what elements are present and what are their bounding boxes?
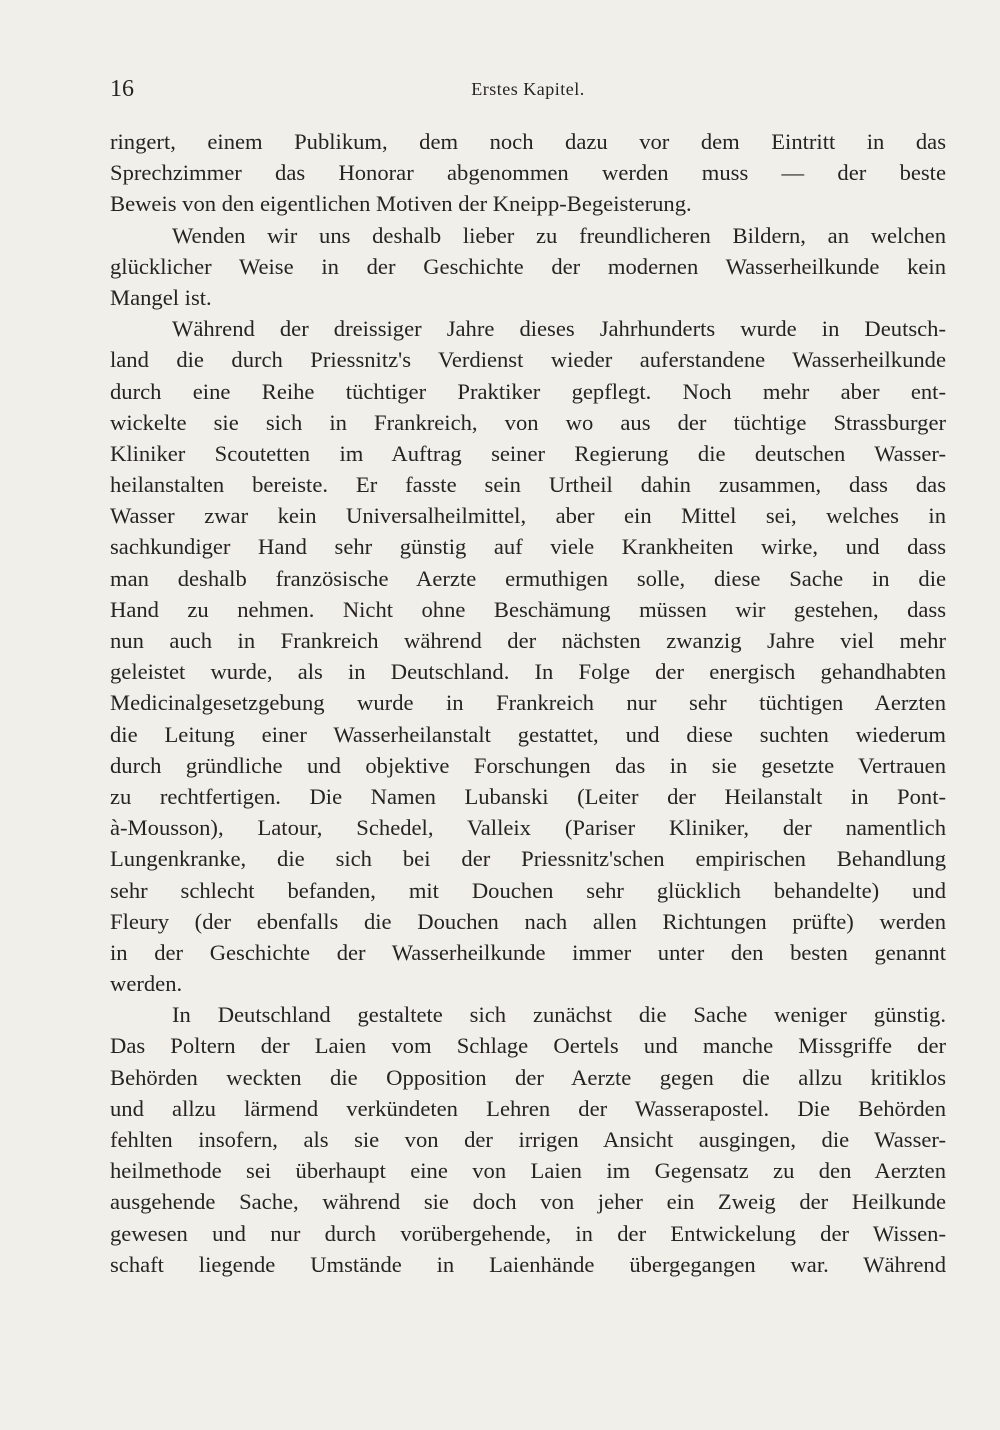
text-line: Medicinalgesetzgebung wurde in Frankreich nur sehr tüchtigen Aerzten [110,690,946,716]
text-line: sehr schlecht befanden, mit Douchen sehr glücklich behandelte) und [110,877,946,903]
text-line: glücklicher Weise in der Geschichte der modernen Wasserheilkunde kein [110,253,946,279]
text-line: Beweis von den eigentlichen Motiven der Kneipp-Begeisterung. [110,191,692,217]
text-line: ringert, einem Publikum, dem noch dazu vor dem Eintritt in das [110,129,946,154]
text-line: Wasser zwar kein Universalheilmittel, aber ein Mittel sei, welches in [110,503,946,529]
text-line: in der Geschichte der Wasserheilkunde immer unter den besten genannt [110,939,946,965]
text-line: In Deutschland gestaltete sich zunächst die Sache weniger günstig. [172,1002,946,1028]
text-line: zu rechtfertigen. Die Namen Lubanski (Leiter der Heilanstalt in Pont- [110,783,946,809]
page-header [110,76,946,106]
text-line: Kliniker Scoutetten im Auftrag seiner Regierung die deutschen Wasser- [110,440,946,466]
text-line: Sprechzimmer das Honorar abgenommen werden muss — der beste [110,160,946,186]
text-line: heilanstalten bereiste. Er fasste sein Urtheil dahin zusammen, dass das [110,472,946,498]
text-line: durch gründliche und objektive Forschungen das in sie gesetzte Vertrauen [110,752,946,778]
text-line: werden. [110,971,183,997]
text-line: Lungenkranke, die sich bei der Priessnitz'schen empirischen Behandlung [110,846,946,872]
text-line: Wenden wir uns deshalb lieber zu freundlicheren Bildern, an welchen [172,222,946,248]
text-line: gewesen und nur durch vorübergehende, in der Entwickelung der Wissen- [110,1220,946,1246]
running-title: Erstes Kapitel. [471,79,585,99]
text-line: Behörden weckten die Opposition der Aerzte gegen die allzu kritiklos [110,1064,946,1090]
text-line: geleistet wurde, als in Deutschland. In Folge der energisch gehandhabten [110,659,946,685]
text-line: man deshalb französische Aerzte ermuthigen solle, diese Sache in die [110,565,946,591]
text-line: Während der dreissiger Jahre dieses Jahrhunderts wurde in Deutsch- [172,316,946,342]
text-line: Hand zu nehmen. Nicht ohne Beschämung müssen wir gestehen, dass [110,596,946,622]
page-number: 16 [110,76,134,102]
body-text [110,126,946,1280]
text-line: die Leitung einer Wasserheilanstalt gestattet, und diese suchten wiederum [110,721,946,747]
text-line: à-Mousson), Latour, Schedel, Valleix (Pariser Kliniker, der namentlich [110,815,946,841]
text-line: nun auch in Frankreich während der nächsten zwanzig Jahre viel mehr [110,628,946,653]
text-line: Das Poltern der Laien vom Schlage Oertels und manche Missgriffe der [110,1033,946,1059]
text-line: Mangel ist. [110,284,212,310]
text-line: wickelte sie sich in Frankreich, von wo aus der tüchtige Strassburger [110,409,946,435]
text-line: sachkundiger Hand sehr günstig auf viele Krankheiten wirke, und dass [110,534,946,560]
text-line: ausgehende Sache, während sie doch von jeher ein Zweig der Heilkunde [110,1189,946,1215]
text-line: land die durch Priessnitz's Verdienst wieder auferstandene Wasserheilkunde [110,347,946,373]
text-line: schaft liegende Umstände in Laienhände übergegangen war. Während [110,1251,946,1277]
text-line: Fleury (der ebenfalls die Douchen nach allen Richtungen prüfte) werden [110,908,946,934]
text-line: durch eine Reihe tüchtiger Praktiker gepflegt. Noch mehr aber ent- [110,378,946,404]
text-line: heilmethode sei überhaupt eine von Laien im Gegensatz zu den Aerzten [110,1158,946,1184]
text-line: und allzu lärmend verkündeten Lehren der Wasserapostel. Die Behörden [110,1095,946,1121]
text-line: fehlten insofern, als sie von der irrigen Ansicht ausgingen, die Wasser- [110,1127,946,1152]
